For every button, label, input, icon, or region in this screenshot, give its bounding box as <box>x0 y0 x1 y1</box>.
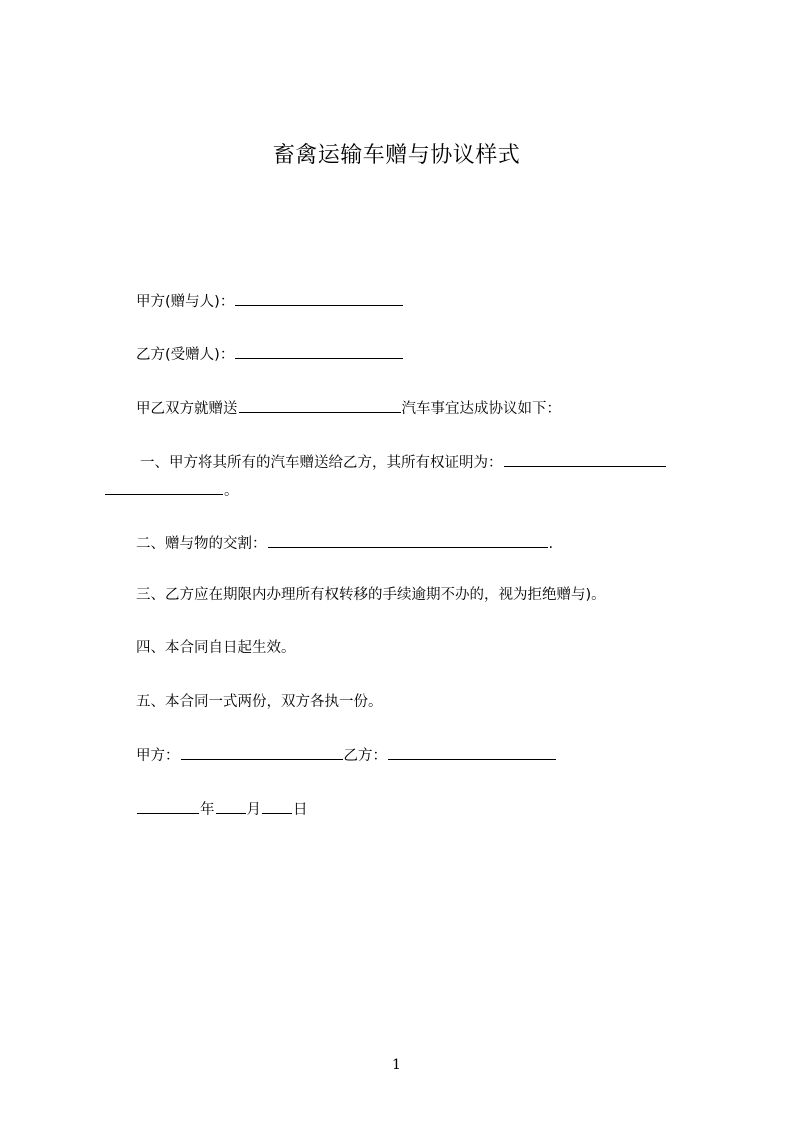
sign-party-a-blank[interactable] <box>181 745 343 760</box>
sign-party-a-label: 甲方： <box>136 748 180 764</box>
clause-1-text: 一、甲方将其所有的汽车赠送给乙方，其所有权证明为： <box>140 455 503 471</box>
intro-line <box>136 398 561 419</box>
clause-2-text: 二、赠与物的交割： <box>136 536 267 552</box>
document-title: 畜禽运输车赠与协议样式 <box>272 143 521 168</box>
clause-1-continuation <box>104 480 239 501</box>
sign-party-b-label: 乙方： <box>343 748 387 764</box>
year-blank[interactable] <box>137 799 199 814</box>
ownership-proof-blank[interactable] <box>504 452 666 467</box>
date-line <box>136 799 308 820</box>
date-day-label: 日 <box>293 802 308 818</box>
clause-1-line <box>140 452 667 473</box>
clause-5-text: 五、本合同一式两份，双方各执一份。 <box>136 694 383 710</box>
clause-5-line <box>136 692 383 712</box>
date-year-label: 年 <box>200 802 215 818</box>
party-b-line <box>136 344 404 365</box>
clause-3-text: 三、乙方应在期限内办理所有权转移的手续逾期不办的，视为拒绝赠与)。 <box>136 587 606 603</box>
intro-prefix: 甲乙双方就赠送 <box>136 401 238 417</box>
clause-1-end: 。 <box>224 483 239 499</box>
delivery-blank[interactable] <box>268 533 548 548</box>
party-a-line <box>136 291 404 312</box>
ownership-proof-blank-continued[interactable] <box>105 480 223 495</box>
clause-4-line <box>136 638 296 658</box>
month-blank[interactable] <box>216 799 246 814</box>
clause-2-line <box>136 533 553 554</box>
date-month-label: 月 <box>246 802 261 818</box>
party-b-label: 乙方(受赠人)： <box>136 347 235 363</box>
signature-line <box>136 745 557 766</box>
clause-3-line <box>136 585 606 605</box>
clause-2-end: . <box>548 536 554 552</box>
clause-4-text: 四、本合同自日起生效。 <box>136 640 296 656</box>
sign-party-b-blank[interactable] <box>388 745 556 760</box>
party-a-blank[interactable] <box>235 291 403 306</box>
intro-suffix: 汽车事宜达成协议如下： <box>401 401 561 417</box>
vehicle-blank[interactable] <box>239 398 401 413</box>
party-b-blank[interactable] <box>235 344 403 359</box>
page-number: 1 <box>392 1057 401 1073</box>
day-blank[interactable] <box>262 799 292 814</box>
party-a-label: 甲方(赠与人)： <box>136 294 235 310</box>
